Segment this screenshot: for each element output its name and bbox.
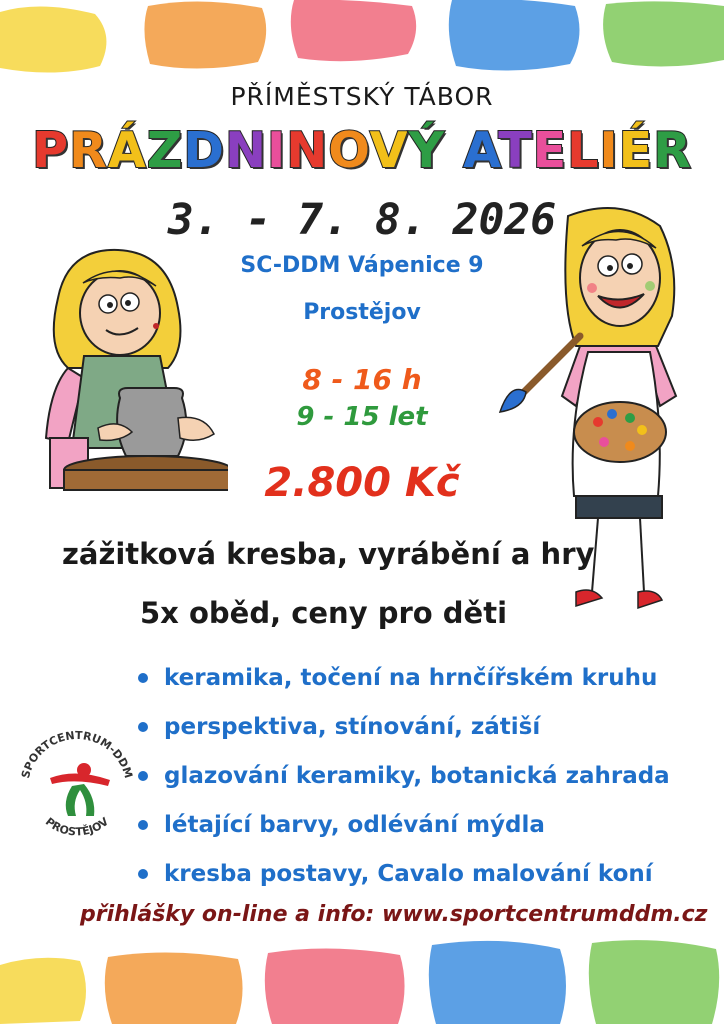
list-item [130, 760, 670, 809]
paint-blob-pink [265, 948, 405, 1024]
paint-blob-green [603, 1, 724, 66]
activity-text: létající barvy, odlévání mýdla [164, 812, 545, 838]
title-letter: T [498, 122, 533, 179]
venue: SC-DDM Vápenice 9 [240, 253, 484, 278]
paint-blob-orange [144, 1, 266, 68]
paint-blob-blue [449, 0, 580, 71]
activity-text: kresba postavy, Cavalo malování koní [164, 861, 653, 887]
title-letter: O [328, 122, 370, 179]
title [0, 122, 724, 179]
highlight-line-1: zážitková kresba, vyrábění a hry [62, 537, 595, 571]
girl-painter-illustration [480, 196, 710, 616]
activity-list [130, 662, 670, 907]
subtitle: PŘÍMĚSTSKÝ TÁBOR [230, 82, 494, 111]
dates: 3. - 7. 8. 2026 [167, 195, 557, 245]
title-letter: É [618, 122, 654, 179]
sportcentrum-logo [14, 722, 140, 848]
bottom-paint-blobs [0, 935, 724, 1024]
logo-arms-icon [50, 773, 110, 786]
list-item [130, 662, 670, 711]
activity-text: perspektiva, stínování, zátiší [164, 714, 541, 740]
city: Prostějov [303, 300, 421, 325]
logo-top-text: SPORTCENTRUM-DDM [19, 728, 136, 780]
top-paint-blobs [0, 0, 724, 80]
paint-blob-yellow [0, 958, 86, 1024]
title-letter: P [32, 122, 70, 179]
title-letter: R [653, 122, 692, 179]
bullet-icon [138, 869, 148, 879]
price: 2.800 Kč [264, 460, 460, 506]
title-word [463, 122, 692, 179]
paint-blob-blue [429, 941, 566, 1024]
paint-blob-green [589, 940, 719, 1024]
logo-bottom-text: PROSTĚJOV [42, 815, 112, 839]
title-letter: D [183, 122, 225, 179]
title-letter: Z [146, 122, 184, 179]
title-letter: E [532, 122, 568, 179]
bullet-icon [138, 673, 148, 683]
title-letter: Ý [408, 122, 446, 179]
highlight-line-2: 5x oběd, ceny pro děti [140, 596, 508, 630]
logo-body-icon [66, 784, 95, 816]
title-letter: N [286, 122, 329, 179]
title-letter: I [599, 122, 619, 179]
list-item [130, 809, 670, 858]
title-letter: Á [107, 122, 147, 179]
title-letter: L [567, 122, 600, 179]
title-letter: R [69, 122, 108, 179]
girl-pottery-illustration [28, 238, 228, 500]
activity-text: glazování keramiky, botanická zahrada [164, 763, 670, 789]
title-letter: V [369, 122, 409, 179]
title-letter: I [267, 122, 287, 179]
list-item [130, 858, 670, 907]
title-letter: A [463, 122, 499, 179]
title-word [32, 122, 445, 179]
footer-link-text[interactable]: přihlášky on-line a info: www.sportcentrumddm.cz [80, 902, 708, 927]
activity-text: keramika, točení na hrnčířském kruhu [164, 665, 658, 691]
age-range: 9 - 15 let [296, 402, 428, 432]
paint-blob-pink [291, 0, 416, 61]
paint-blob-orange [105, 952, 243, 1024]
list-item [130, 711, 670, 760]
paint-blob-yellow [0, 6, 106, 72]
hours: 8 - 16 h [302, 363, 422, 396]
title-letter: N [224, 122, 267, 179]
